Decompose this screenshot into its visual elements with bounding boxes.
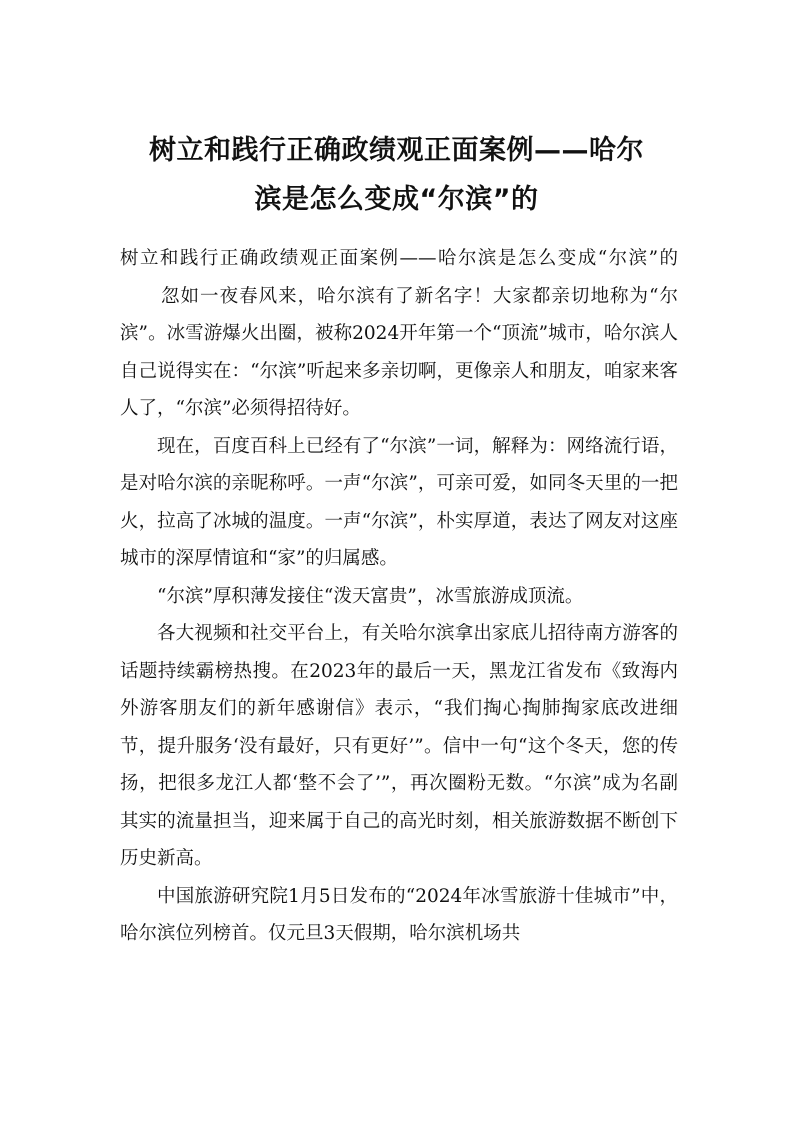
document-title [100,126,693,224]
document-body [120,240,678,953]
title-line-2: 滨是怎么变成“尔滨”的 [254,184,539,215]
paragraph-1 [120,240,678,428]
title-line-1: 树立和践行正确政绩观正面案例——哈尔 [149,135,644,166]
paragraph-3: “尔滨”厚积薄发接住“泼天富贵”，冰雪旅游成顶流。 [157,585,584,607]
paragraph-2: 现在，百度百科上已经有了“尔滨”一词，解释为：网络流行语，是对哈尔滨的亲昵称呼。一声“尔滨”，可亲可爱，如同冬天里的一把火，拉高了冰城的温度。一声“尔滨”，朴实厚道，表达了网友对这座城市的深厚情谊和“家”的归属感。 [120,435,678,569]
paragraph-5: 中国旅游研究院1月5日发布的“2024年冰雪旅游十佳城市”中，哈尔滨位列榜首。仅元旦3天假期，哈尔滨机场共 [120,885,678,944]
paragraph-1-text: 忽如一夜春风来，哈尔滨有了新名字！大家都亲切地称为“尔滨”。冰雪游爆火出圈，被称2024开年第一个“顶流”城市，哈尔滨人自己说得实在：“尔滨”听起来多亲切啊，更像亲人和朋友，咱家来客人了，“尔滨”必须得招待好。 [120,285,678,419]
paragraph-1-lead: 树立和践行正确政绩观正面案例——哈尔滨是怎么变成“尔滨”的 [120,248,678,269]
paragraph-4: 各大视频和社交平台上，有关哈尔滨拿出家底儿招待南方游客的话题持续霸榜热搜。在2023年的最后一天，黑龙江省发布《致海内外游客朋友们的新年感谢信》表示，“我们掏心掏肺掏家底改进细节，提升服务‘没有最好，只有更好’”。信中一句“这个冬天，您的传扬，把很多龙江人都‘整不会了’”，再次圈粉无数。“尔滨”成为名副其实的流量担当，迎来属于自己的高光时刻，相关旅游数据不断创下历史新高。 [120,623,678,869]
